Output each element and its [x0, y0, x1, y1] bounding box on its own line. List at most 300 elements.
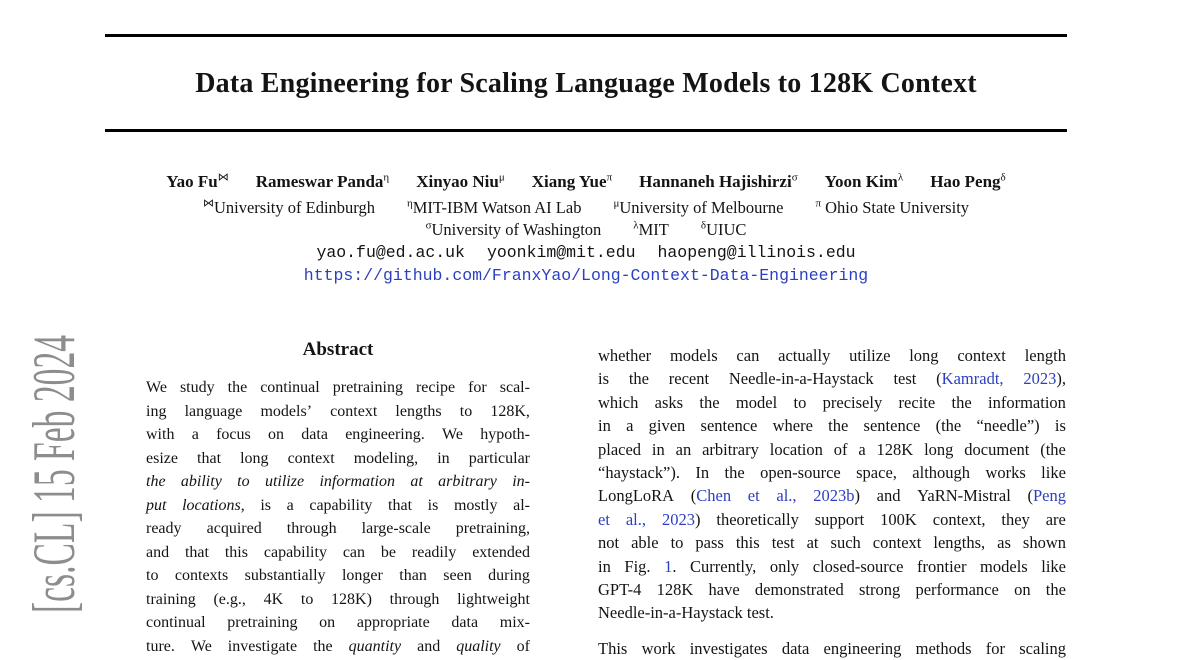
text-span: can — [342, 543, 366, 561]
text-span: substantially — [244, 567, 326, 584]
author-affil-mark: ⋈ — [217, 171, 229, 184]
citation-link[interactable]: 2023 — [661, 509, 695, 529]
word — [1041, 461, 1066, 484]
word — [182, 494, 245, 518]
word — [699, 391, 719, 414]
word — [301, 588, 313, 612]
text-span: ), — [1056, 369, 1066, 389]
citation-link[interactable]: 2023b — [813, 486, 855, 506]
text-line — [146, 494, 530, 518]
word — [417, 635, 440, 659]
word — [330, 400, 377, 424]
text-span: to — [793, 392, 807, 412]
citation-link[interactable]: al., — [625, 509, 647, 529]
text-span: at — [806, 533, 819, 553]
word — [1027, 484, 1066, 507]
citation-link[interactable]: Kamradt, — [941, 369, 1004, 389]
affiliation-mark: σ — [425, 219, 432, 232]
text-span: the — [951, 392, 972, 412]
word — [813, 555, 904, 578]
text-span: 100K — [880, 509, 917, 529]
word — [915, 578, 998, 601]
abstract-heading: Abstract — [302, 339, 374, 360]
text-span: modeling, — [353, 449, 419, 467]
text-span: in- — [512, 473, 530, 490]
word — [933, 531, 985, 554]
text-span: utilize — [264, 473, 305, 490]
word — [1025, 344, 1066, 367]
word — [664, 555, 676, 578]
text-line — [146, 588, 530, 612]
repo-link[interactable]: https://github.com/FranxYao/Long-Context-Data-Engineering — [303, 266, 869, 285]
text-span: that — [388, 496, 413, 514]
word — [813, 484, 860, 507]
text-span: . — [672, 556, 677, 576]
text-span: and — [146, 543, 170, 561]
text-span: pretraining — [227, 614, 298, 631]
text-line — [146, 470, 530, 494]
word — [598, 484, 674, 507]
word — [725, 461, 745, 484]
text-span: ability — [180, 473, 222, 490]
word — [729, 367, 874, 390]
word — [624, 555, 650, 578]
word — [357, 611, 430, 635]
affiliation: $^\eta$MIT-IBM Watson AI Lab — [406, 197, 582, 217]
text-span: on — [1014, 579, 1031, 599]
word — [912, 461, 970, 484]
word — [260, 376, 320, 400]
word — [598, 637, 627, 660]
text-span: and — [417, 637, 441, 655]
text-span: of — [516, 637, 530, 655]
text-span: in — [598, 556, 611, 576]
text-span: the — [313, 637, 333, 655]
word — [760, 461, 841, 484]
word — [831, 531, 861, 554]
word — [626, 414, 633, 437]
word — [197, 447, 221, 471]
word — [451, 611, 478, 635]
citation-link[interactable]: et — [747, 486, 760, 506]
word — [185, 400, 243, 424]
word — [416, 376, 455, 400]
text-span: al- — [513, 496, 530, 514]
text-span: quality — [456, 637, 501, 655]
word — [770, 555, 799, 578]
word — [354, 447, 418, 471]
word — [313, 635, 333, 659]
text-line — [146, 400, 530, 424]
word — [655, 391, 683, 414]
word — [657, 578, 694, 601]
word — [1046, 508, 1066, 531]
text-span: models’ — [260, 402, 313, 420]
text-span: engineering. — [345, 426, 425, 443]
word — [980, 555, 1028, 578]
word — [893, 367, 916, 390]
text-span: that — [184, 543, 209, 561]
word — [652, 438, 665, 461]
word — [909, 344, 938, 367]
text-line — [598, 508, 1066, 531]
text-span: the — [699, 392, 720, 412]
word — [264, 541, 327, 565]
word — [936, 367, 1003, 390]
citation-link[interactable]: al., — [776, 486, 797, 506]
affiliation-mark: ⋈ — [202, 197, 214, 210]
word — [237, 470, 249, 494]
top-rule — [105, 34, 1067, 37]
text-span: pass — [695, 533, 724, 553]
text-line — [146, 423, 530, 447]
text-span: Needle-in-a-Haystack test. — [598, 603, 774, 623]
word — [146, 541, 169, 565]
text-span: esize — [146, 449, 178, 467]
word — [748, 484, 760, 507]
word — [456, 635, 500, 659]
text-span: 128K — [876, 439, 914, 459]
text-span: for — [985, 638, 1006, 658]
word — [428, 494, 439, 518]
text-line — [598, 578, 1066, 601]
text-line — [598, 531, 1066, 554]
text-line — [146, 541, 530, 565]
word — [823, 391, 883, 414]
text-span: scal- — [499, 379, 530, 396]
text-span: Fig. — [624, 556, 651, 576]
word — [670, 344, 718, 367]
word — [268, 423, 284, 447]
word — [676, 438, 692, 461]
affiliation-mark: λ — [633, 219, 639, 232]
email-text: yoonkim@mit.edu — [486, 243, 636, 262]
text-span: 128K) — [331, 590, 372, 608]
text-span: 4K — [263, 590, 284, 608]
word — [598, 344, 651, 367]
word — [287, 517, 337, 541]
text-span: scaling — [1019, 638, 1066, 658]
text-line — [598, 344, 1066, 367]
word — [1055, 414, 1066, 437]
text-span: have — [708, 579, 740, 599]
text-line — [598, 461, 1066, 484]
text-span: open-source — [760, 462, 841, 482]
word — [997, 531, 1011, 554]
text-span: capability — [263, 543, 327, 561]
word — [1014, 578, 1031, 601]
affiliation: $^\mu$University of Melbourne — [613, 197, 784, 217]
text-span: 128K, — [490, 402, 530, 420]
word — [146, 564, 158, 588]
text-span: lengths, — [933, 533, 986, 553]
text-span: the — [828, 416, 849, 436]
text-span: Currently, — [690, 556, 757, 576]
word — [957, 344, 1006, 367]
word — [1023, 367, 1066, 390]
text-span: to — [237, 473, 250, 490]
word — [146, 517, 182, 541]
word — [319, 611, 335, 635]
text-span: work — [641, 638, 676, 658]
text-span: investigates — [689, 638, 768, 658]
text-span: GPT-4 — [598, 579, 642, 599]
text-span: for — [468, 379, 487, 396]
text-span: ) — [854, 486, 860, 506]
word — [917, 484, 1011, 507]
affiliation-mark: δ — [700, 219, 707, 232]
word — [480, 423, 530, 447]
text-span: able — [631, 533, 659, 553]
text-line — [598, 601, 1066, 624]
text-span: on — [268, 426, 285, 443]
text-span: theoretically — [716, 509, 799, 529]
word — [146, 376, 167, 400]
word — [701, 414, 758, 437]
text-line — [598, 438, 1066, 461]
text-span: pretraining — [332, 379, 403, 396]
text-span: support — [814, 509, 865, 529]
text-span: is — [427, 496, 439, 514]
word — [1001, 508, 1029, 531]
word — [986, 637, 1005, 660]
title-rule — [105, 129, 1067, 132]
word — [146, 400, 166, 424]
word — [146, 423, 174, 447]
word — [227, 611, 297, 635]
text-span: long — [924, 439, 954, 459]
word — [146, 611, 206, 635]
word — [410, 470, 422, 494]
author-name: Xiang Yue$^\pi$ — [531, 171, 613, 191]
text-span: in — [651, 439, 665, 459]
text-line — [146, 611, 530, 635]
text-span: they — [1001, 509, 1030, 529]
text-span: performance — [915, 579, 999, 599]
word — [191, 635, 212, 659]
word — [260, 494, 271, 518]
word — [390, 588, 440, 612]
text-span: is — [260, 496, 272, 514]
word — [598, 531, 619, 554]
text-span: information — [988, 392, 1066, 412]
word — [395, 400, 441, 424]
word — [1046, 578, 1066, 601]
citation-link[interactable]: 1 — [664, 556, 673, 576]
word — [976, 414, 1039, 437]
text-span: This — [598, 638, 628, 658]
text-span: lightweight — [457, 590, 530, 608]
text-span: through — [286, 520, 337, 537]
text-span: particular — [468, 449, 530, 467]
text-span: sentence — [863, 416, 921, 436]
text-span: In — [695, 462, 710, 482]
text-span: “needle”) — [976, 416, 1040, 436]
word — [924, 438, 953, 461]
text-line — [598, 367, 1066, 390]
author-affil-mark: μ — [498, 171, 505, 184]
text-line — [598, 484, 1066, 507]
word — [309, 494, 372, 518]
text-span: focus — [216, 426, 251, 443]
text-span: methods — [915, 638, 972, 658]
affiliation: $^\pi$ Ohio State University — [815, 197, 970, 217]
author-name: Yoon Kim$^\lambda$ — [824, 171, 904, 191]
word — [513, 494, 530, 518]
citation-link[interactable]: Peng — [1032, 486, 1066, 506]
text-span: context — [330, 402, 378, 420]
word — [598, 367, 609, 390]
text-span: in — [437, 449, 450, 467]
text-span: is — [598, 369, 610, 389]
word — [517, 635, 530, 659]
text-span: to — [459, 402, 473, 420]
text-span: appropriate — [356, 614, 430, 631]
citation-link[interactable]: et — [598, 509, 610, 529]
text-span: demonstrated — [754, 579, 844, 599]
text-span: engineering — [823, 638, 902, 658]
text-span: be — [380, 543, 397, 561]
text-span: seen — [443, 567, 472, 584]
text-line — [598, 637, 1066, 660]
citation-link[interactable]: Chen — [696, 486, 732, 506]
text-span: contexts — [174, 567, 229, 584]
word — [626, 508, 646, 531]
word — [490, 400, 530, 424]
text-span: long — [240, 449, 269, 467]
word — [691, 484, 731, 507]
affiliation-mark: μ — [613, 197, 620, 210]
text-span: frontier — [917, 556, 967, 576]
text-span: than — [399, 567, 427, 584]
word — [772, 531, 795, 554]
text-span: through — [389, 590, 440, 608]
text-line — [146, 564, 530, 588]
paragraph — [598, 637, 1066, 660]
affiliation: $^\lambda$MIT — [633, 219, 669, 239]
author-affil-mark: δ — [1000, 171, 1006, 184]
word — [146, 494, 166, 518]
word — [834, 438, 848, 461]
text-line — [598, 391, 1066, 414]
word — [649, 414, 686, 437]
word — [146, 470, 166, 494]
paper-title: Data Engineering for Scaling Language Models to 128K Context — [195, 68, 977, 99]
word — [146, 588, 196, 612]
text-span: on — [319, 614, 336, 631]
text-span: recipe — [415, 379, 456, 396]
text-span: quantity — [348, 637, 402, 655]
text-span: is — [1054, 416, 1066, 436]
text-span: shown — [1022, 533, 1066, 553]
word — [598, 578, 641, 601]
word — [695, 531, 723, 554]
word — [1040, 438, 1066, 461]
word — [782, 637, 809, 660]
text-span: as — [997, 533, 1011, 553]
text-span: language — [184, 402, 243, 420]
citation-link[interactable]: 2023 — [1023, 369, 1057, 389]
word — [702, 438, 759, 461]
word — [858, 438, 865, 461]
text-span: We — [190, 637, 212, 655]
affiliation: $^\delta$UIUC — [700, 219, 747, 239]
text-span: We — [146, 379, 167, 396]
text-line — [146, 376, 530, 400]
word — [824, 637, 902, 660]
text-span: whether — [598, 346, 652, 365]
text-span: data — [781, 638, 810, 658]
word — [690, 637, 768, 660]
text-span: this — [224, 543, 248, 561]
word — [598, 391, 638, 414]
word — [180, 376, 215, 400]
text-span: arbitrary — [702, 439, 759, 459]
word — [709, 578, 740, 601]
text-line — [146, 635, 530, 659]
text-span: to — [670, 533, 684, 553]
text-line — [598, 555, 1066, 578]
word — [793, 391, 806, 414]
word — [916, 637, 972, 660]
word — [472, 541, 530, 565]
text-span: context, — [932, 509, 986, 529]
text-span: We — [442, 426, 463, 443]
text-span: YaRN-Mistral — [917, 486, 1011, 506]
text-span: investigate — [227, 637, 298, 655]
text-span: not — [598, 533, 620, 553]
word — [381, 541, 396, 565]
word — [864, 414, 921, 437]
text-span: mix- — [499, 614, 530, 631]
text-span: hypoth- — [480, 426, 530, 443]
word — [146, 635, 175, 659]
email-text: haopeng@illinois.edu — [657, 243, 856, 262]
affiliation-mark: π — [815, 197, 821, 210]
word — [443, 564, 471, 588]
affiliation: $^\sigma$University of Washington — [425, 219, 602, 239]
author-name: Hao Peng$^\delta$ — [930, 171, 1006, 191]
word — [146, 447, 178, 471]
word — [856, 461, 897, 484]
text-span: closed-source — [812, 556, 904, 576]
text-span: “haystack”). — [598, 462, 680, 482]
word — [228, 635, 297, 659]
arxiv-stamp: [cs.CL] 15 Feb 2024 — [21, 334, 87, 614]
text-span: document — [964, 439, 1030, 459]
text-span: this — [735, 533, 760, 553]
word — [598, 555, 611, 578]
word — [671, 531, 684, 554]
word — [331, 588, 372, 612]
word — [776, 484, 796, 507]
author-affil-mark: σ — [791, 171, 798, 184]
text-span: such — [830, 533, 861, 553]
text-span: information — [319, 473, 395, 490]
word — [917, 555, 966, 578]
text-span: only — [769, 556, 800, 576]
text-span: although — [912, 462, 971, 482]
word — [185, 541, 209, 565]
word — [736, 391, 777, 414]
word — [933, 508, 986, 531]
word — [849, 344, 890, 367]
email-text: yao.fu@ed.ac.uk — [316, 243, 465, 262]
text-span: models — [669, 346, 718, 365]
word — [662, 508, 701, 531]
word — [828, 414, 848, 437]
affiliation-row-2 — [105, 220, 1067, 240]
